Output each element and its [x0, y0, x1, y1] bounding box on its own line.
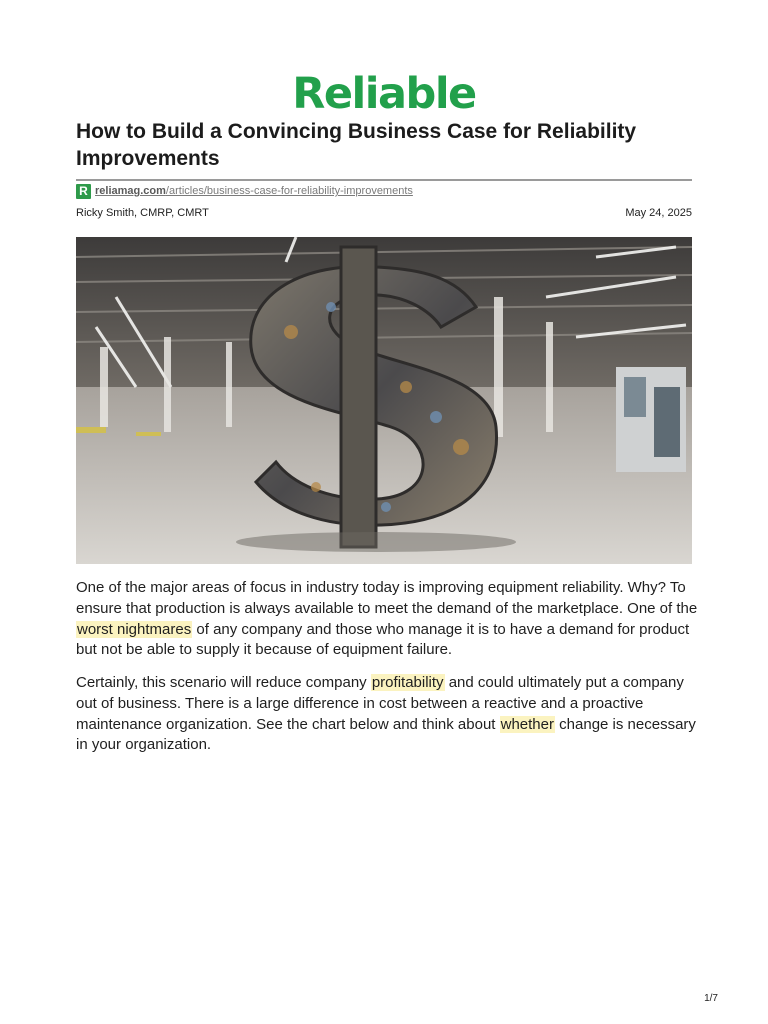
- author: Ricky Smith, CMRP, CMRT: [76, 207, 209, 219]
- hero-image: [76, 237, 692, 564]
- source-link[interactable]: [95, 185, 413, 197]
- article-title: How to Build a Convincing Business Case for Reliability Improvements: [76, 120, 637, 170]
- byline: [76, 207, 692, 219]
- title-divider: [76, 179, 692, 181]
- paragraph-2-text-b: and could ultimately put a company out of business. There is a large difference in cost between a reactive and a proactive maintenance organization. See the chart below and think about: [76, 674, 684, 733]
- source-row: [76, 183, 413, 199]
- logo-text: Reliable: [292, 69, 476, 116]
- highlight-whether: whether: [500, 715, 554, 733]
- highlight-worst-nightmares: worst nightmares: [77, 620, 192, 638]
- reliable-logo-mark: [289, 66, 479, 116]
- reliable-logo[interactable]: [0, 66, 768, 116]
- site-favicon-icon: R: [76, 184, 91, 199]
- paragraph-2: [76, 673, 698, 756]
- highlight-profitability: profitability: [371, 674, 444, 691]
- paragraph-2-text-a: Certainly, this scenario will reduce company: [76, 674, 371, 691]
- publish-date: May 24, 2025: [625, 207, 692, 219]
- paragraph-1-text-b: of any company and those who manage it is to have a demand for product but not be able to supply it because of equipment failure.: [76, 620, 690, 659]
- paragraph-2-text-c: change is necessary in your organization.: [76, 715, 696, 754]
- dollar-sign-factory-image: [76, 237, 692, 564]
- page-indicator: 1/7: [704, 993, 718, 1004]
- paragraph-1-text-a: One of the major areas of focus in industry today is improving equipment reliability. Why? To ensure that production is always available to meet the demand of the marketplace. One of the: [76, 579, 698, 617]
- paragraph-1: [76, 578, 698, 661]
- source-domain: reliamag.com: [95, 185, 166, 197]
- source-path: /articles/business-case-for-reliability-improvements: [165, 185, 413, 197]
